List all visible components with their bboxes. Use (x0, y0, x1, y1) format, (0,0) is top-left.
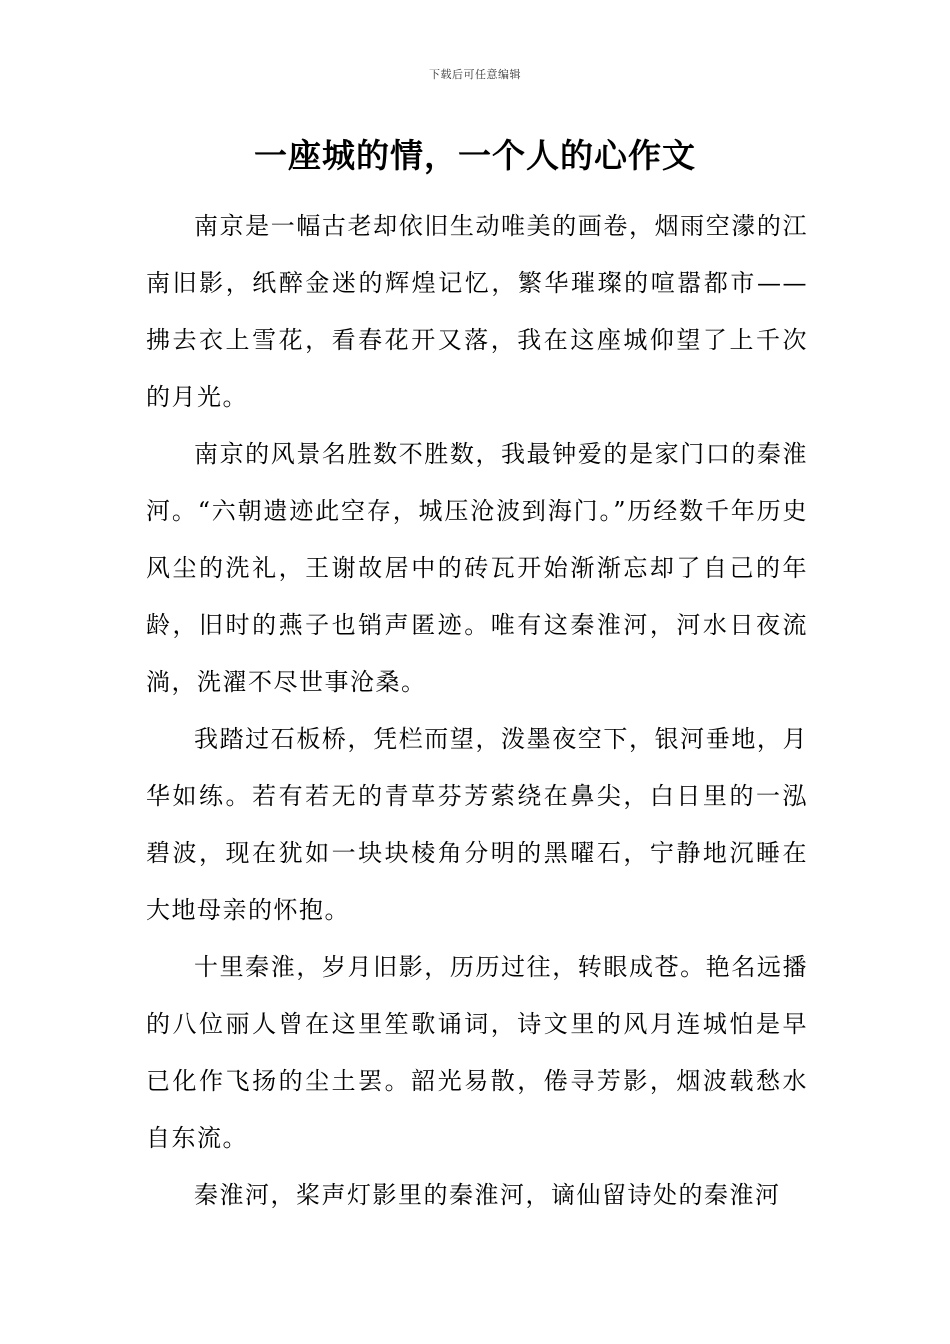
page-title: 一座城的情，一个人的心作文 (254, 136, 696, 175)
essay-body (146, 198, 808, 1224)
paragraph: 秦淮河，桨声灯影里的秦淮河，谪仙留诗处的秦淮河 (194, 1181, 781, 1209)
header-note: 下载后可任意编辑 (429, 68, 521, 81)
paragraph: 十里秦淮，岁月旧影，历历过往，转眼成苍。艳名远播的八位丽人曾在这里笙歌诵词，诗文里的风月连城怕是早已化作飞扬的尘土罢。韶光易散，倦寻芳影，烟波载愁水自东流。 (146, 953, 808, 1152)
paragraph: 南京的风景名胜数不胜数，我最钟爱的是家门口的秦淮河。“六朝遗迹此空存，城压沧波到海门。”历经数千年历史风尘的洗礼，王谢故居中的砖瓦开始渐渐忘却了自己的年龄，旧时的燕子也销声匿迹。唯有这秦淮河，河水日夜流淌，洗濯不尽世事沧桑。 (146, 440, 808, 696)
paragraph: 南京是一幅古老却依旧生动唯美的画卷，烟雨空濛的江南旧影，纸醉金迷的辉煌记忆，繁华璀璨的喧嚣都市——拂去衣上雪花，看春花开又落，我在这座城仰望了上千次的月光。 (146, 212, 808, 411)
paragraph: 我踏过石板桥，凭栏而望，泼墨夜空下，银河垂地，月华如练。若有若无的青草芬芳萦绕在鼻尖，白日里的一泓碧波，现在犹如一块块棱角分明的黑曜石，宁静地沉睡在大地母亲的怀抱。 (146, 725, 808, 924)
